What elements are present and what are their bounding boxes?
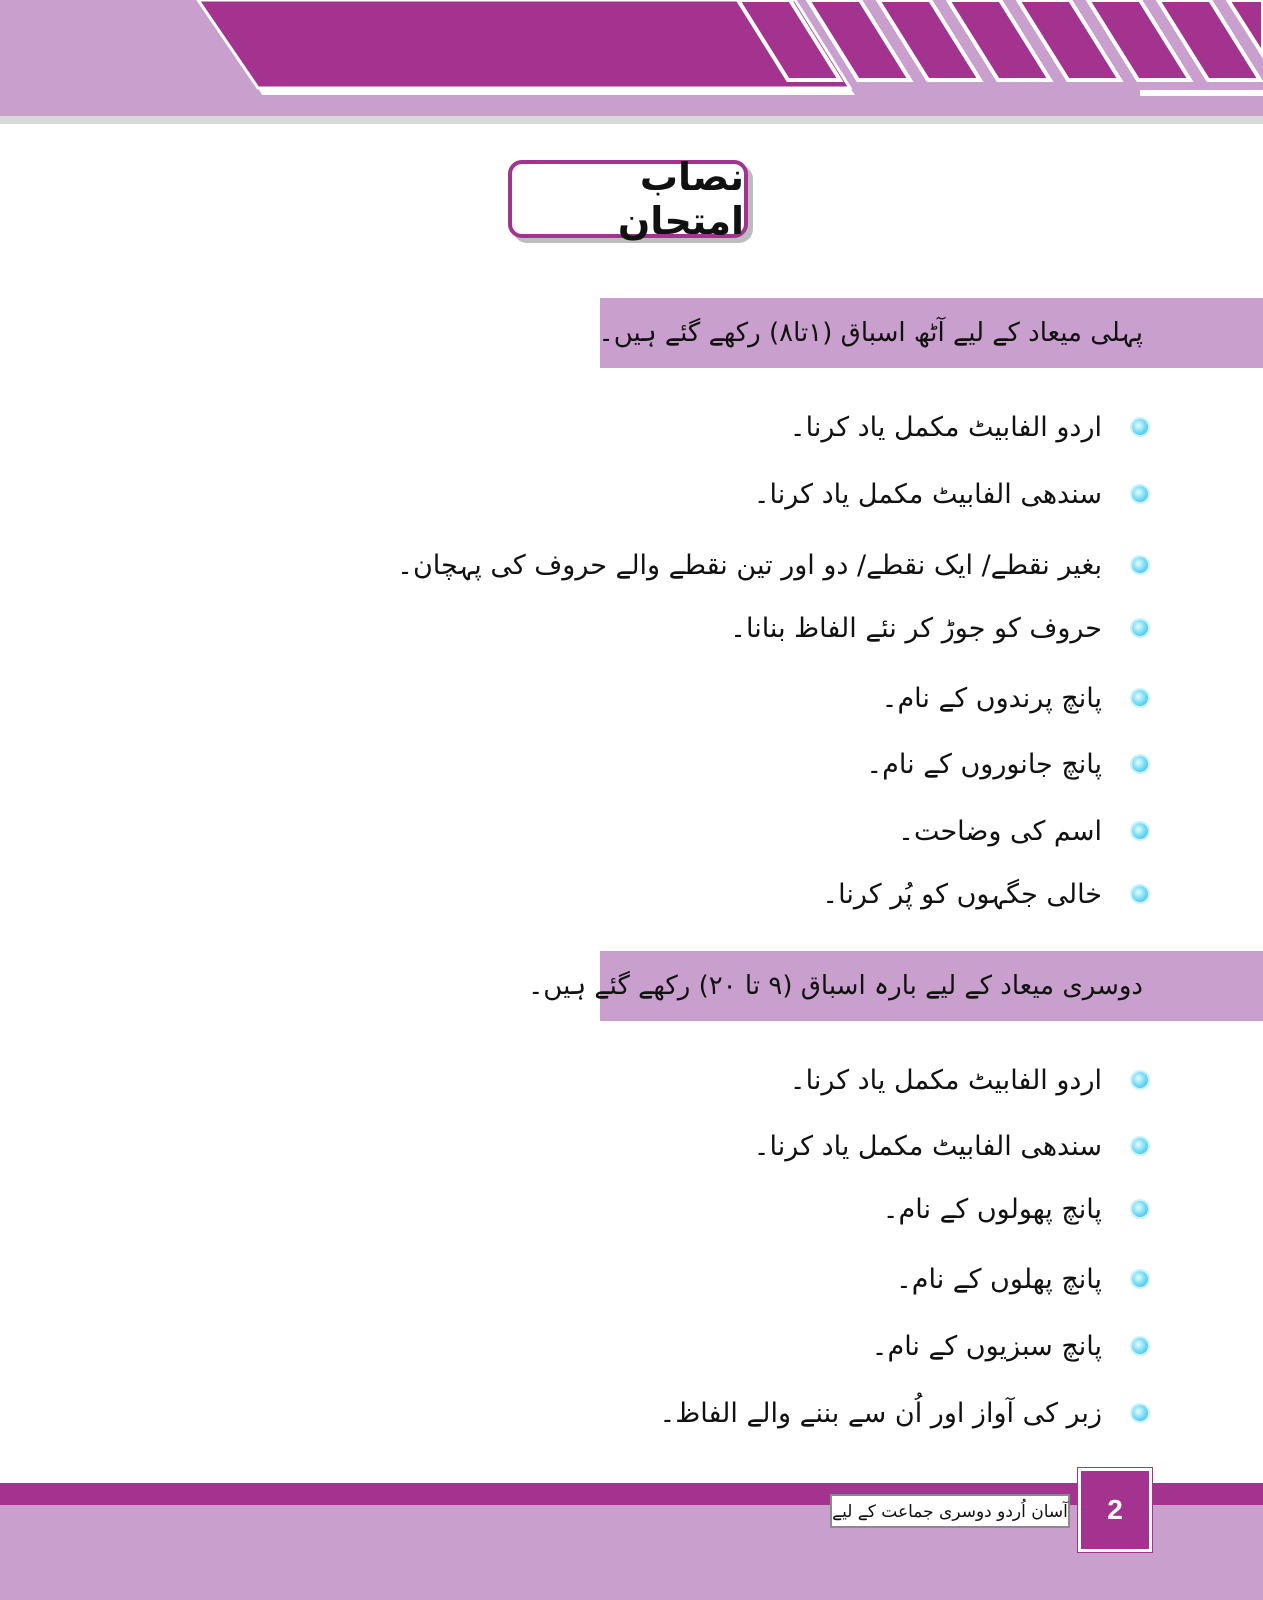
section1-heading: پہلی میعاد کے لیے آٹھ اسباق (۱تا۸) رکھے گئے ہیں۔ <box>598 318 1143 348</box>
list-item <box>896 1257 1148 1301</box>
header-banner <box>0 0 1263 125</box>
list-item <box>872 1324 1148 1368</box>
section2-heading: دوسری میعاد کے لیے بارہ اسباق (۹ تا ۲۰) رکھے گئے ہیں۔ <box>528 971 1143 1001</box>
book-title: آسان اُردو دوسری جماعت کے لیے <box>830 1494 1070 1528</box>
list-item <box>898 809 1148 853</box>
bullet-icon <box>1132 620 1148 636</box>
list-item <box>754 472 1148 516</box>
list-item <box>822 872 1148 916</box>
bullet-icon <box>1132 1201 1148 1217</box>
bullet-icon <box>1132 1138 1148 1154</box>
list-item <box>659 1391 1148 1435</box>
list-item-text: حروف کو جوڑ کر نئے الفاظ بنانا۔ <box>730 612 1102 644</box>
list-item <box>790 405 1148 449</box>
bullet-icon <box>1132 1271 1148 1287</box>
list-item-text: پانچ پھولوں کے نام۔ <box>882 1193 1102 1225</box>
list-item-text: سندھی الفابیٹ مکمل یاد کرنا۔ <box>753 478 1102 510</box>
bullet-icon <box>1132 1338 1148 1354</box>
list-item <box>882 676 1148 720</box>
page-number: 2 <box>1078 1468 1152 1552</box>
bullet-icon <box>1132 419 1148 435</box>
section1-heading-bar <box>600 298 1263 368</box>
list-item-text: اسم کی وضاحت۔ <box>898 815 1102 847</box>
bullet-icon <box>1132 486 1148 502</box>
list-item <box>397 543 1148 587</box>
footer-band <box>0 1505 1263 1600</box>
list-item-text: پانچ پھلوں کے نام۔ <box>895 1263 1102 1295</box>
list-item-text: پانچ پرندوں کے نام۔ <box>881 682 1102 714</box>
bullet-icon <box>1132 886 1148 902</box>
list-item <box>730 606 1148 650</box>
list-item-text: اردو الفابیٹ مکمل یاد کرنا۔ <box>789 411 1102 443</box>
page-title: نصاب امتحان <box>617 155 744 243</box>
bullet-icon <box>1132 557 1148 573</box>
list-item-text: سندھی الفابیٹ مکمل یاد کرنا۔ <box>753 1130 1102 1162</box>
list-item-text: خالی جگہوں کو پُر کرنا۔ <box>822 878 1102 910</box>
list-item-text: پانچ سبزیوں کے نام۔ <box>871 1330 1102 1362</box>
bullet-icon <box>1132 1405 1148 1421</box>
bullet-icon <box>1132 756 1148 772</box>
footer <box>0 1480 1263 1600</box>
list-item <box>883 1187 1148 1231</box>
list-item-text: بغیر نقطے/ ایک نقطے/ دو اور تین نقطے والے حروف کی پہچان۔ <box>397 549 1102 581</box>
page-title-box <box>508 155 748 243</box>
footer-stripe <box>0 1483 1263 1505</box>
list-item-text: پانچ جانوروں کے نام۔ <box>866 748 1102 780</box>
list-item-text: زبر کی آواز اور اُن سے بننے والے الفاظ۔ <box>659 1397 1102 1429</box>
list-item <box>866 742 1148 786</box>
list-item <box>790 1058 1148 1102</box>
list-item-text: اردو الفابیٹ مکمل یاد کرنا۔ <box>789 1064 1102 1096</box>
bullet-icon <box>1132 1072 1148 1088</box>
bullet-icon <box>1132 823 1148 839</box>
section2-heading-bar <box>528 951 1263 1021</box>
bullet-icon <box>1132 690 1148 706</box>
list-item <box>754 1124 1148 1168</box>
